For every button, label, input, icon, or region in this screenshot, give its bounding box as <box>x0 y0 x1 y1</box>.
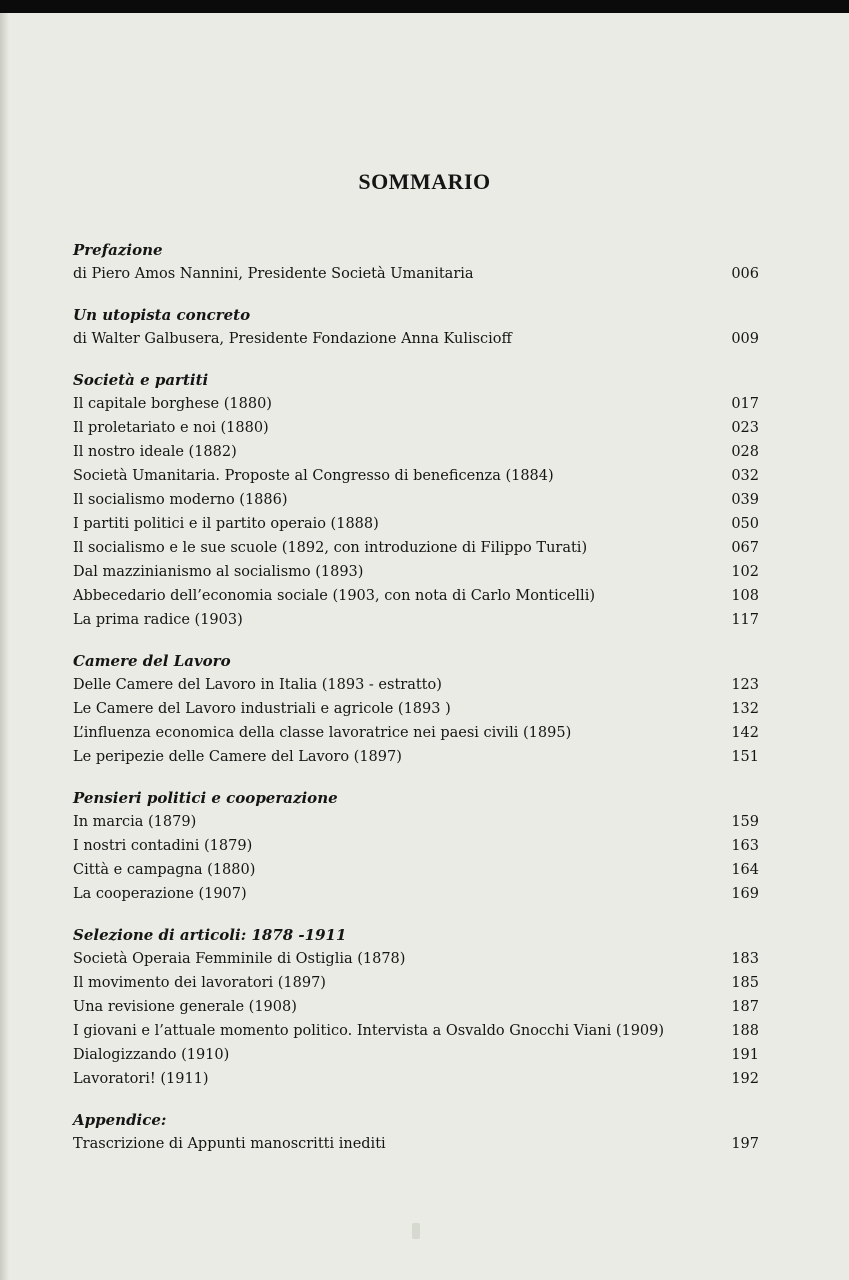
entry-page-number: 123 <box>731 677 759 693</box>
entry-title: Dal mazzinianismo al socialismo (1893) <box>73 564 364 580</box>
toc-entry <box>73 1132 759 1156</box>
entry-title: Il socialismo moderno (1886) <box>73 492 288 508</box>
toc-entry <box>73 488 759 512</box>
entry-title: Il nostro ideale (1882) <box>73 444 237 460</box>
entry-page-number: 169 <box>731 886 759 902</box>
entry-page-number: 192 <box>731 1071 759 1087</box>
entry-title: Le Camere del Lavoro industriali e agricole (1893 ) <box>73 701 451 717</box>
toc-entry <box>73 392 759 416</box>
entry-title: Società Umanitaria. Proposte al Congresso di beneficenza (1884) <box>73 468 554 484</box>
entry-title: di Walter Galbusera, Presidente Fondazione Anna Kuliscioff <box>73 331 512 347</box>
toc-entry <box>73 1019 759 1043</box>
entry-title: I nostri contadini (1879) <box>73 838 253 854</box>
toc-section <box>73 924 759 1091</box>
entry-page-number: 067 <box>731 540 759 556</box>
entry-page-number: 183 <box>731 951 759 967</box>
toc-entry <box>73 834 759 858</box>
toc-entry <box>73 416 759 440</box>
entry-page-number: 142 <box>731 725 759 741</box>
toc-entry <box>73 1067 759 1091</box>
toc-entry <box>73 536 759 560</box>
entry-page-number: 028 <box>731 444 759 460</box>
page-mark <box>412 1223 420 1239</box>
toc-entry <box>73 971 759 995</box>
section-heading: Camere del Lavoro <box>73 652 231 670</box>
section-heading: Società e partiti <box>73 371 209 389</box>
entry-page-number: 050 <box>731 516 759 532</box>
toc-entry <box>73 697 759 721</box>
entry-title: I partiti politici e il partito operaio (1888) <box>73 516 379 532</box>
entry-page-number: 191 <box>731 1047 759 1063</box>
entry-title: La cooperazione (1907) <box>73 886 247 902</box>
entry-title: Società Operaia Femminile di Ostiglia (1878) <box>73 951 406 967</box>
table-of-contents <box>73 239 759 1174</box>
entry-page-number: 197 <box>731 1136 759 1152</box>
entry-title: di Piero Amos Nannini, Presidente Società Umanitaria <box>73 266 474 282</box>
entry-page-number: 102 <box>731 564 759 580</box>
section-heading: Prefazione <box>73 241 163 259</box>
entry-title: L’influenza economica della classe lavoratrice nei paesi civili (1895) <box>73 725 572 741</box>
entry-title: Dialogizzando (1910) <box>73 1047 230 1063</box>
document-page <box>0 13 849 1280</box>
toc-entry <box>73 262 759 286</box>
entry-page-number: 023 <box>731 420 759 436</box>
entry-page-number: 164 <box>731 862 759 878</box>
entry-title: In marcia (1879) <box>73 814 197 830</box>
entry-title: Abbecedario dell’economia sociale (1903, con nota di Carlo Monticelli) <box>73 588 595 604</box>
entry-title: Il capitale borghese (1880) <box>73 396 272 412</box>
entry-page-number: 187 <box>731 999 759 1015</box>
entry-title: Le peripezie delle Camere del Lavoro (1897) <box>73 749 402 765</box>
entry-page-number: 039 <box>731 492 759 508</box>
entry-page-number: 117 <box>731 612 759 628</box>
toc-section <box>73 304 759 351</box>
toc-entry <box>73 327 759 351</box>
entry-title: Lavoratori! (1911) <box>73 1071 209 1087</box>
toc-entry <box>73 560 759 584</box>
entry-title: Il proletariato e noi (1880) <box>73 420 269 436</box>
entry-page-number: 032 <box>731 468 759 484</box>
page-title: SOMMARIO <box>358 169 491 194</box>
entry-title: Una revisione generale (1908) <box>73 999 297 1015</box>
toc-entry <box>73 721 759 745</box>
toc-section <box>73 787 759 906</box>
entry-page-number: 159 <box>731 814 759 830</box>
toc-entry <box>73 947 759 971</box>
toc-section <box>73 369 759 632</box>
section-heading: Selezione di articoli: 1878 -1911 <box>73 926 347 944</box>
toc-entry <box>73 584 759 608</box>
toc-section <box>73 1109 759 1156</box>
entry-page-number: 108 <box>731 588 759 604</box>
section-heading: Pensieri politici e cooperazione <box>73 789 338 807</box>
entry-page-number: 132 <box>731 701 759 717</box>
entry-title: Città e campagna (1880) <box>73 862 256 878</box>
entry-page-number: 185 <box>731 975 759 991</box>
entry-page-number: 009 <box>731 331 759 347</box>
entry-title: Il movimento dei lavoratori (1897) <box>73 975 326 991</box>
entry-page-number: 017 <box>731 396 759 412</box>
entry-title: I giovani e l’attuale momento politico. Intervista a Osvaldo Gnocchi Viani (1909) <box>73 1023 665 1039</box>
toc-section <box>73 650 759 769</box>
toc-entry <box>73 882 759 906</box>
entry-title: Trascrizione di Appunti manoscritti inediti <box>73 1136 386 1152</box>
section-heading: Un utopista concreto <box>73 306 251 324</box>
entry-page-number: 188 <box>731 1023 759 1039</box>
toc-entry <box>73 673 759 697</box>
toc-entry <box>73 745 759 769</box>
toc-entry <box>73 464 759 488</box>
toc-entry <box>73 858 759 882</box>
toc-entry <box>73 608 759 632</box>
top-border <box>0 0 849 13</box>
toc-section <box>73 239 759 286</box>
entry-title: Delle Camere del Lavoro in Italia (1893 - estratto) <box>73 677 442 693</box>
toc-entry <box>73 440 759 464</box>
entry-page-number: 151 <box>731 749 759 765</box>
entry-page-number: 006 <box>731 266 759 282</box>
entry-title: La prima radice (1903) <box>73 612 243 628</box>
toc-entry <box>73 995 759 1019</box>
entry-page-number: 163 <box>731 838 759 854</box>
toc-entry <box>73 1043 759 1067</box>
toc-entry <box>73 810 759 834</box>
entry-title: Il socialismo e le sue scuole (1892, con introduzione di Filippo Turati) <box>73 540 588 556</box>
toc-entry <box>73 512 759 536</box>
section-heading: Appendice: <box>73 1111 167 1129</box>
